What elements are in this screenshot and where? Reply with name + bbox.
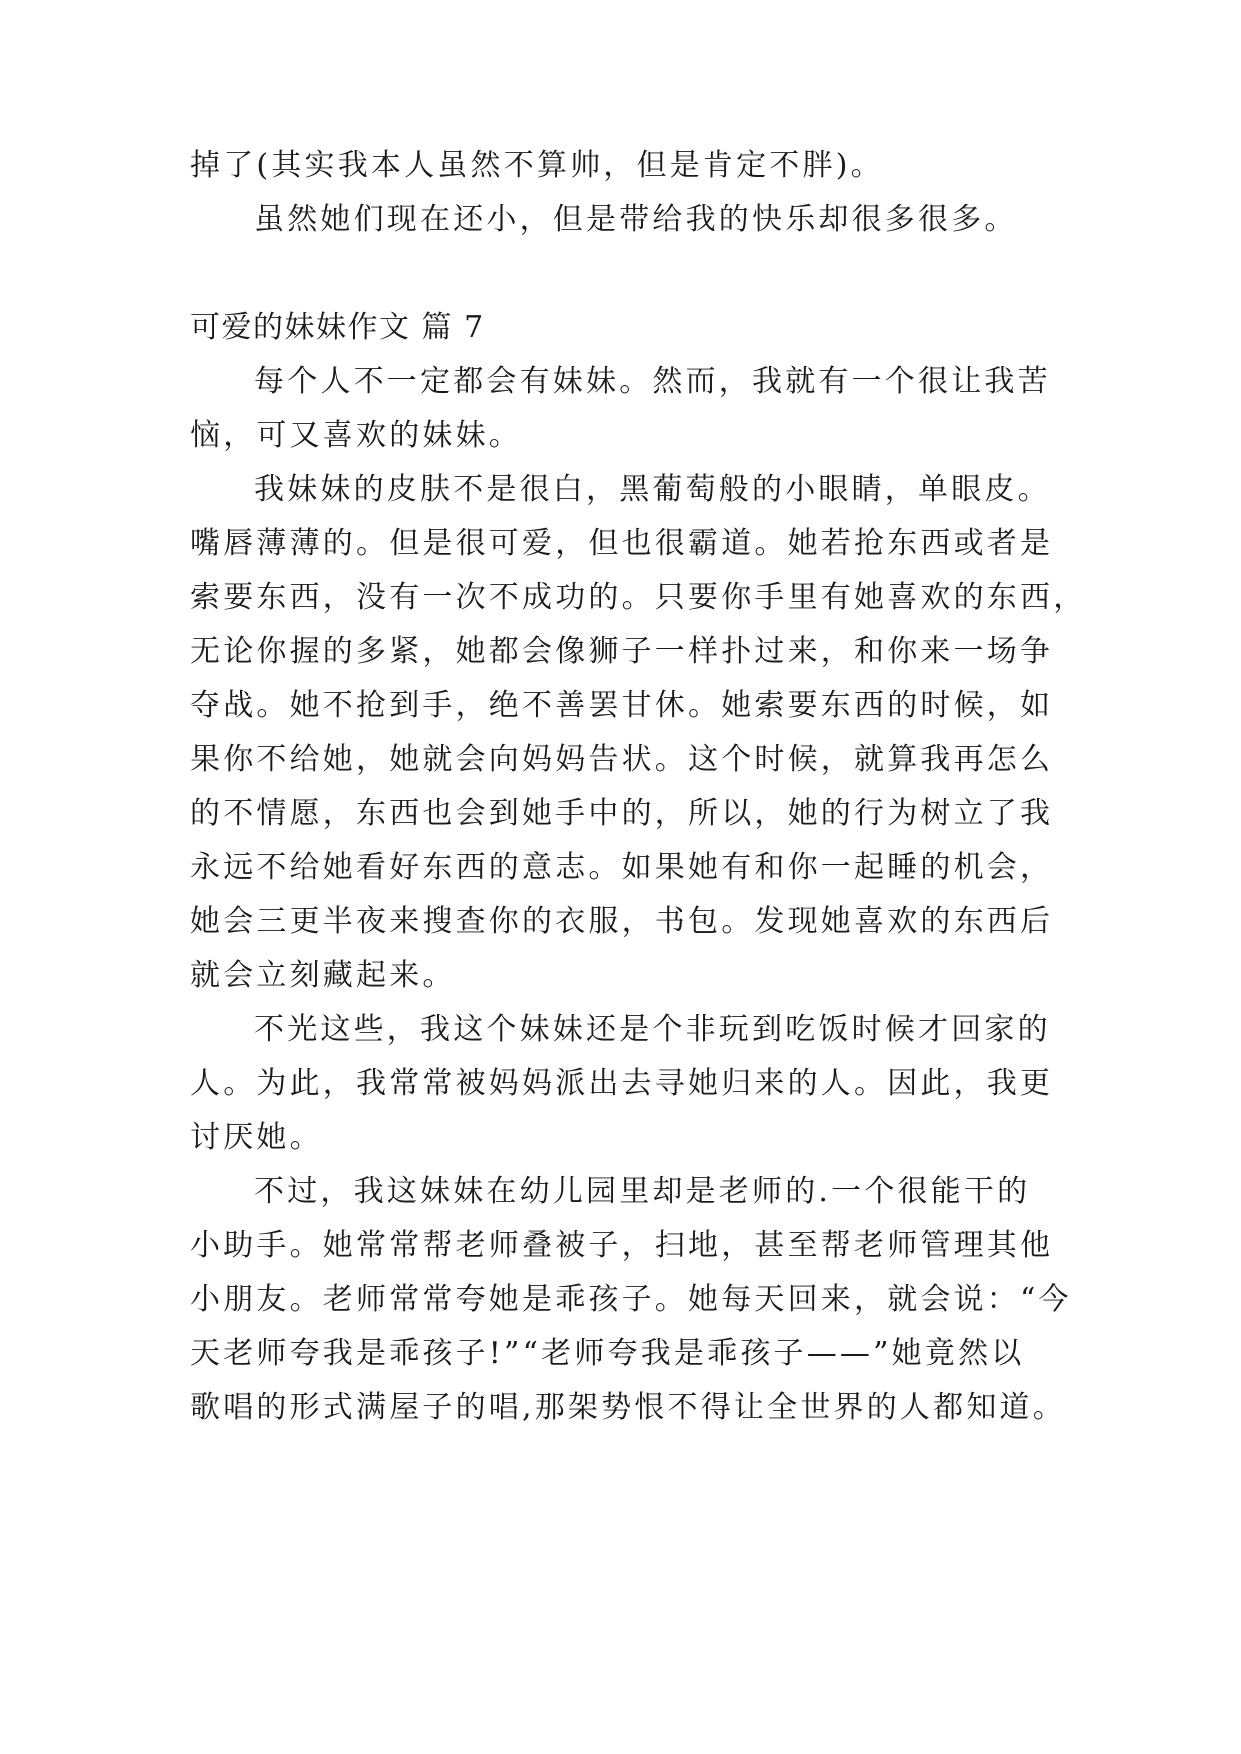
text-line: 小朋友。老师常常夸她是乖孩子。她每天回来，就会说：“今	[190, 1282, 1072, 1317]
text-line: 讨厌她。	[190, 1120, 323, 1155]
text-line: 永远不给她看好东西的意志。如果她有和你一起睡的机会，	[190, 850, 1054, 885]
text-line: 虽然她们现在还小，但是带给我的快乐却很多很多。	[254, 202, 1018, 237]
text-line: 不过，我这妹妹在幼儿园里却是老师的.一个很能干的	[254, 1174, 1031, 1209]
text-line: 不光这些，我这个妹妹还是个非玩到吃饭时候才回家的	[254, 1012, 1051, 1047]
text-line: 歌唱的形式满屋子的唱,那架势恨不得让全世界的人都知道。	[190, 1390, 1066, 1425]
text-line: 索要东西，没有一次不成功的。只要你手里有她喜欢的东西，	[190, 580, 1087, 615]
text-line: 天老师夸我是乖孩子!”“老师夸我是乖孩子——”她竟然以	[190, 1336, 1025, 1371]
text-line: 每个人不一定都会有妹妹。然而，我就有一个很让我苦	[254, 364, 1051, 399]
text-line: 恼，可又喜欢的妹妹。	[190, 418, 522, 453]
text-line: 我妹妹的皮肤不是很白，黑葡萄般的小眼睛，单眼皮。	[254, 472, 1051, 507]
text-line: 嘴唇薄薄的。但是很可爱，但也很霸道。她若抢东西或者是	[190, 526, 1054, 561]
section-heading: 可爱的妹妹作文 篇 7	[190, 310, 485, 345]
text-line: 小助手。她常常帮老师叠被子，扫地，甚至帮老师管理其他	[190, 1228, 1054, 1263]
text-line: 果你不给她，她就会向妈妈告状。这个时候，就算我再怎么	[190, 742, 1054, 777]
text-line: 掉了(其实我本人虽然不算帅，但是肯定不胖)。	[190, 148, 884, 183]
text-line: 的不情愿，东西也会到她手中的，所以，她的行为树立了我	[190, 796, 1054, 831]
text-line: 夺战。她不抢到手，绝不善罢甘休。她索要东西的时候，如	[190, 688, 1054, 723]
text-line: 就会立刻藏起来。	[190, 958, 456, 993]
text-line: 人。为此，我常常被妈妈派出去寻她归来的人。因此，我更	[190, 1066, 1054, 1101]
text-line: 无论你握的多紧，她都会像狮子一样扑过来，和你来一场争	[190, 634, 1054, 669]
text-line: 她会三更半夜来搜查你的衣服，书包。发现她喜欢的东西后	[190, 904, 1054, 939]
